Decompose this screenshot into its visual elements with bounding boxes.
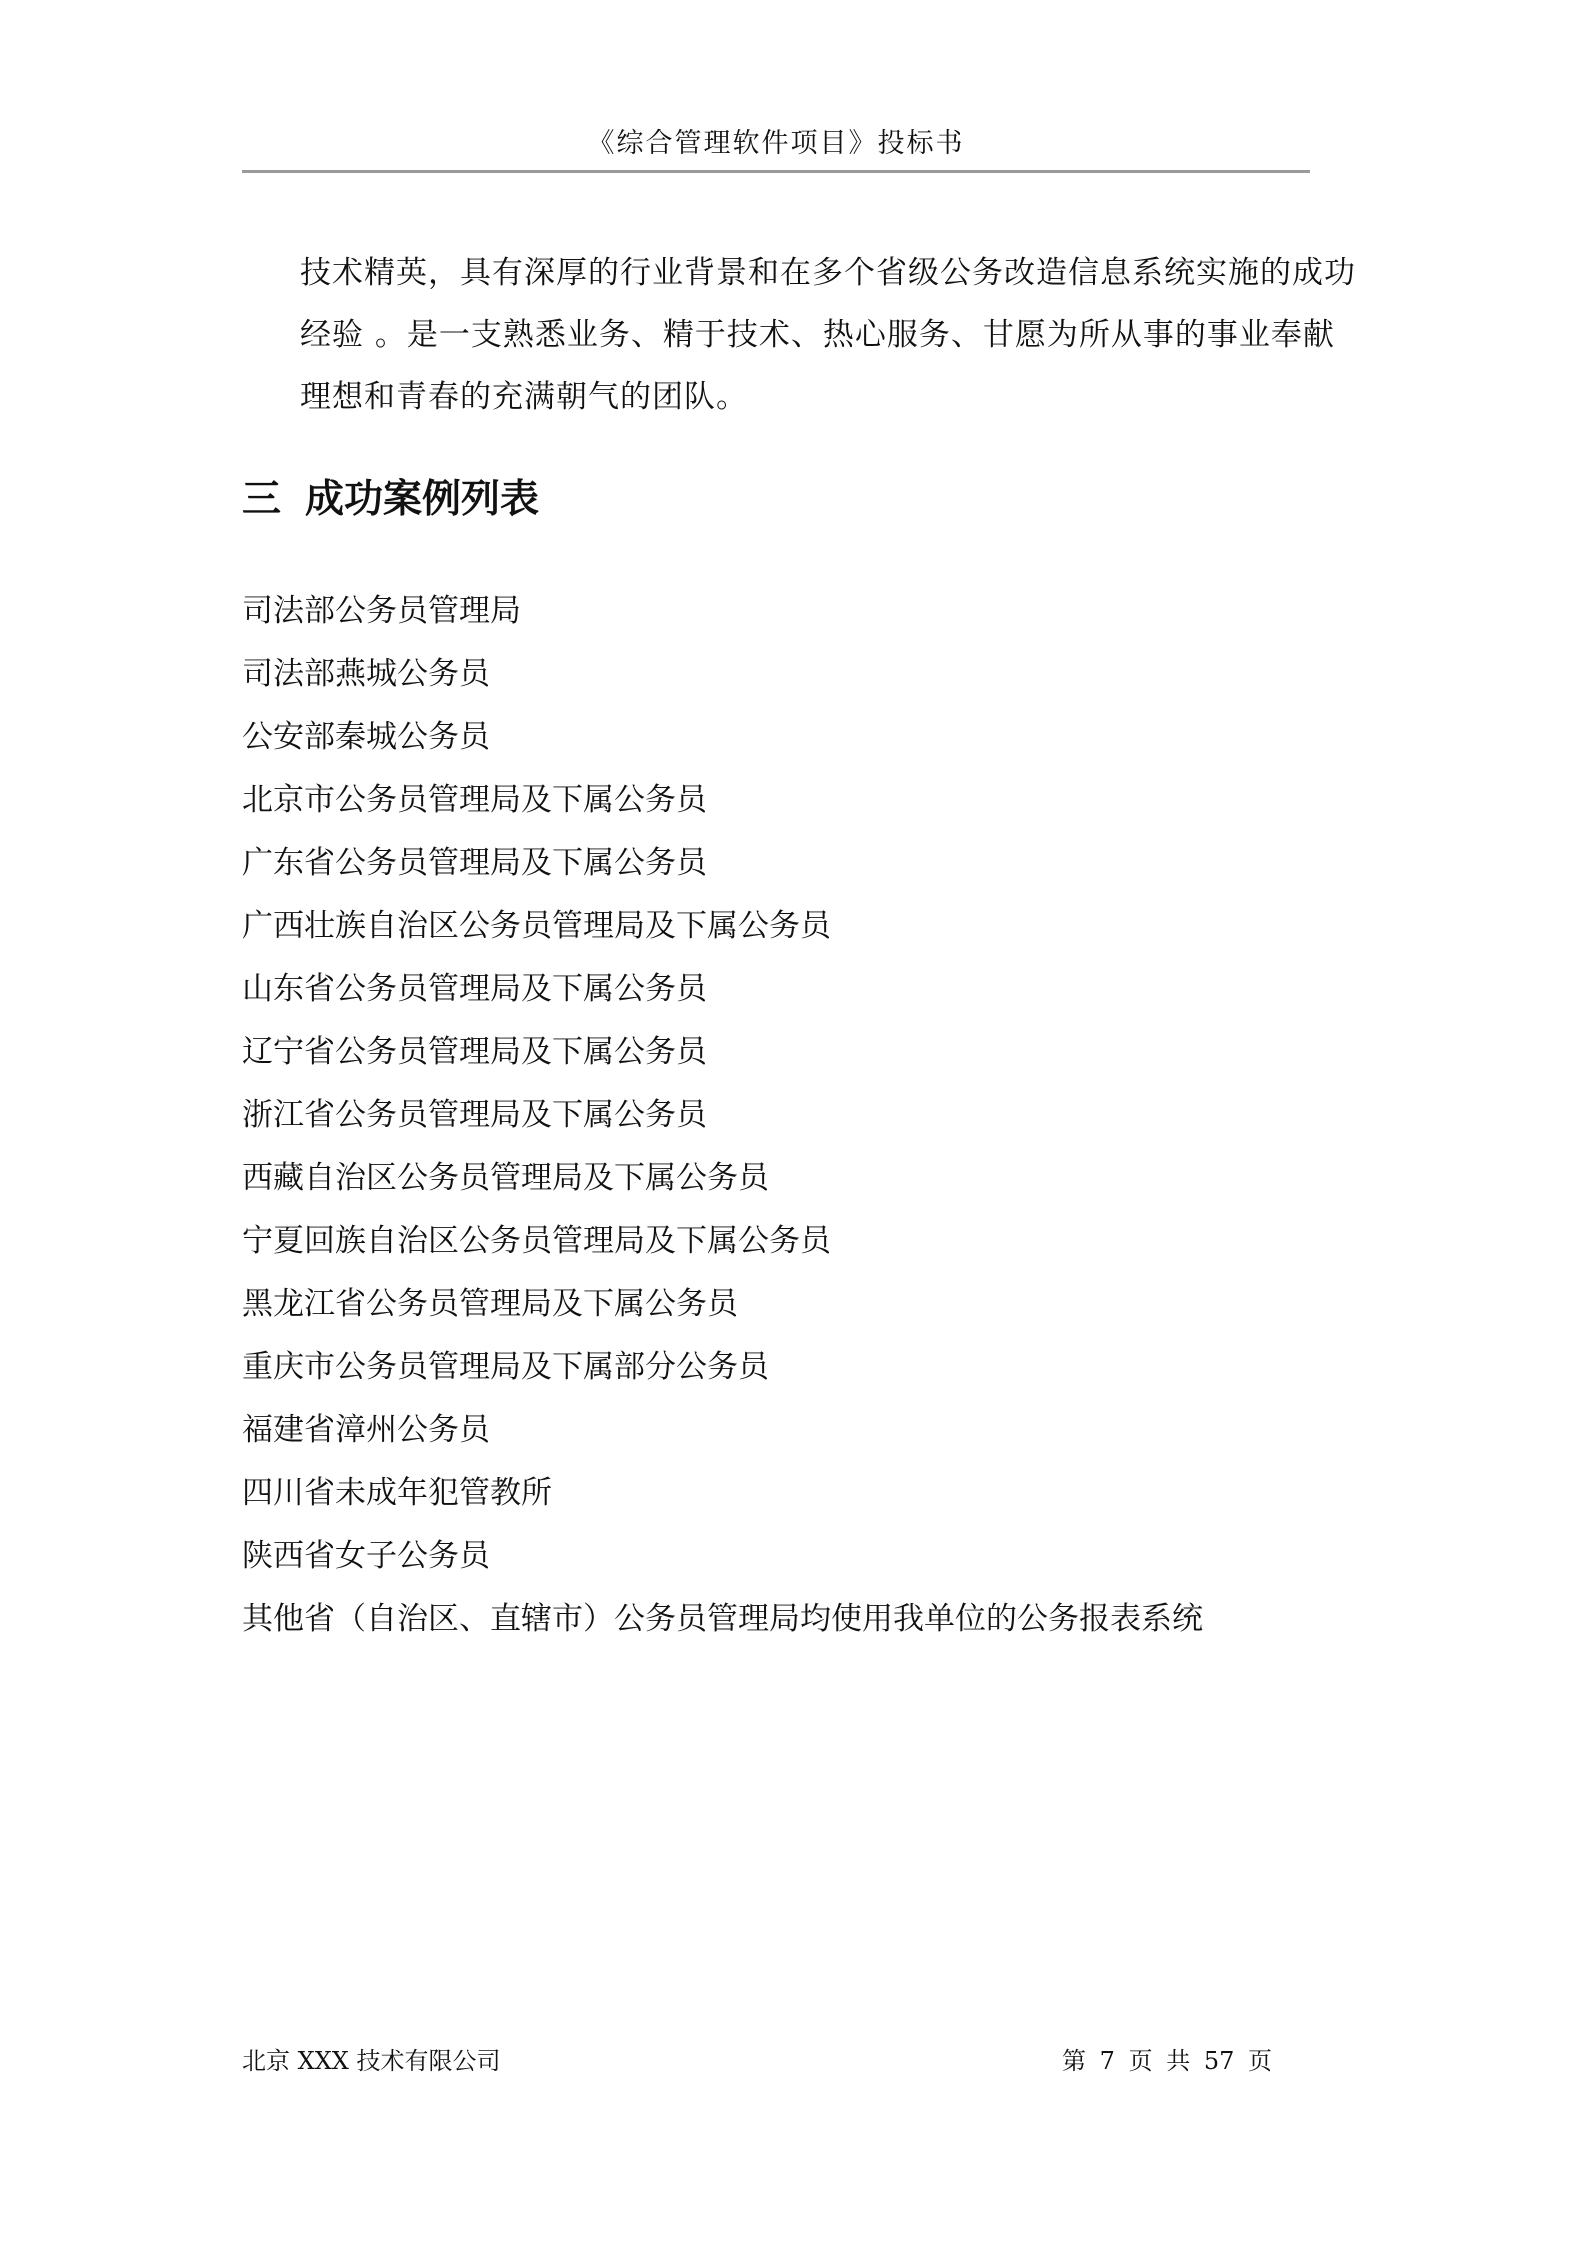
section-heading xyxy=(242,472,539,528)
case-item: 司法部公务员管理局 xyxy=(242,593,521,629)
case-item: 重庆市公务员管理局及下属部分公务员 xyxy=(242,1349,769,1385)
case-item: 福建省漳州公务员 xyxy=(242,1412,490,1448)
case-item: 其他省（自治区、直辖市）公务员管理局均使用我单位的公务报表系统 xyxy=(242,1601,1203,1637)
case-item: 广东省公务员管理局及下属公务员 xyxy=(242,845,707,881)
intro-line: 理想和青春的充满朝气的团队。 xyxy=(300,379,748,415)
case-item: 西藏自治区公务员管理局及下属公务员 xyxy=(242,1160,769,1196)
document-header-title: 《综合管理软件项目》投标书 xyxy=(587,128,965,159)
case-item: 辽宁省公务员管理局及下属公务员 xyxy=(242,1034,707,1070)
intro-paragraph xyxy=(300,242,1360,428)
case-item: 公安部秦城公务员 xyxy=(242,719,490,755)
section-title: 成功案例列表 xyxy=(305,477,540,522)
success-case-list xyxy=(242,580,1203,1651)
section-number: 三 xyxy=(242,477,282,522)
footer-page-number: 第 7 页 共 57 页 xyxy=(1062,2047,1272,2075)
intro-line: 经验 。是一支熟悉业务、精于技术、热心服务、甘愿为所从事的事业奉献 xyxy=(300,317,1335,353)
case-item: 陕西省女子公务员 xyxy=(242,1538,490,1574)
intro-line: 技术精英，具有深厚的行业背景和在多个省级公务改造信息系统实施的成功 xyxy=(300,255,1356,291)
case-item: 黑龙江省公务员管理局及下属公务员 xyxy=(242,1286,738,1322)
case-item: 山东省公务员管理局及下属公务员 xyxy=(242,971,707,1007)
case-item: 北京市公务员管理局及下属公务员 xyxy=(242,782,707,818)
case-item: 司法部燕城公务员 xyxy=(242,656,490,692)
case-item: 宁夏回族自治区公务员管理局及下属公务员 xyxy=(242,1223,831,1259)
case-item: 浙江省公务员管理局及下属公务员 xyxy=(242,1097,707,1133)
case-item: 广西壮族自治区公务员管理局及下属公务员 xyxy=(242,908,831,944)
header-divider xyxy=(242,170,1310,173)
footer-company: 北京 XXX 技术有限公司 xyxy=(242,2047,501,2075)
case-item: 四川省未成年犯管教所 xyxy=(242,1475,552,1511)
